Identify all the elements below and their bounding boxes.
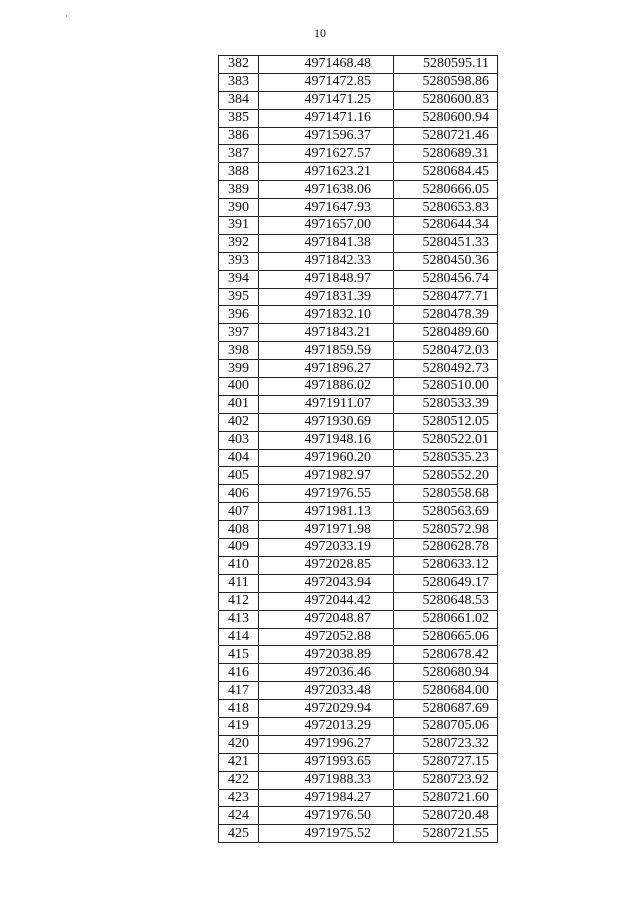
- table-row: [219, 199, 498, 217]
- table-row: [219, 771, 498, 789]
- x-coordinate-cell: 4971638.06: [259, 181, 394, 199]
- y-coordinate-cell: 5280598.86: [394, 73, 498, 91]
- x-coordinate-cell: 4971976.50: [259, 807, 394, 825]
- point-number-cell: 382: [219, 56, 259, 74]
- page-number: 10: [314, 26, 326, 40]
- point-number-cell: 415: [219, 646, 259, 664]
- x-coordinate-cell: 4972033.19: [259, 539, 394, 557]
- table-row: [219, 73, 498, 91]
- x-coordinate-cell: 4971982.97: [259, 467, 394, 485]
- y-coordinate-cell: 5280649.17: [394, 574, 498, 592]
- x-coordinate-cell: 4971948.16: [259, 431, 394, 449]
- point-number-cell: 384: [219, 91, 259, 109]
- point-number-cell: 406: [219, 485, 259, 503]
- x-coordinate-cell: 4971976.55: [259, 485, 394, 503]
- y-coordinate-cell: 5280666.05: [394, 181, 498, 199]
- table-row: [219, 664, 498, 682]
- point-number-cell: 387: [219, 145, 259, 163]
- y-coordinate-cell: 5280522.01: [394, 431, 498, 449]
- y-coordinate-cell: 5280533.39: [394, 395, 498, 413]
- table-row: [219, 467, 498, 485]
- x-coordinate-cell: 4971471.16: [259, 109, 394, 127]
- point-number-cell: 392: [219, 234, 259, 252]
- y-coordinate-cell: 5280600.83: [394, 91, 498, 109]
- y-coordinate-cell: 5280510.00: [394, 378, 498, 396]
- x-coordinate-cell: 4971960.20: [259, 449, 394, 467]
- point-number-cell: 401: [219, 395, 259, 413]
- point-number-cell: 393: [219, 252, 259, 270]
- table-row: [219, 735, 498, 753]
- y-coordinate-cell: 5280558.68: [394, 485, 498, 503]
- table-row: [219, 91, 498, 109]
- x-coordinate-cell: 4971842.33: [259, 252, 394, 270]
- point-number-cell: 388: [219, 163, 259, 181]
- x-coordinate-cell: 4971841.38: [259, 234, 394, 252]
- table-row: [219, 789, 498, 807]
- y-coordinate-cell: 5280492.73: [394, 360, 498, 378]
- table-row: [219, 163, 498, 181]
- y-coordinate-cell: 5280535.23: [394, 449, 498, 467]
- table-row: [219, 360, 498, 378]
- point-number-cell: 407: [219, 503, 259, 521]
- y-coordinate-cell: 5280687.69: [394, 700, 498, 718]
- y-coordinate-cell: 5280572.98: [394, 521, 498, 539]
- point-number-cell: 417: [219, 682, 259, 700]
- point-number-cell: 397: [219, 324, 259, 342]
- table-row: [219, 252, 498, 270]
- table-row: [219, 628, 498, 646]
- point-number-cell: 398: [219, 342, 259, 360]
- y-coordinate-cell: 5280450.36: [394, 252, 498, 270]
- table-row: [219, 378, 498, 396]
- x-coordinate-cell: 4971832.10: [259, 306, 394, 324]
- table-row: [219, 145, 498, 163]
- table-row: [219, 521, 498, 539]
- y-coordinate-cell: 5280684.00: [394, 682, 498, 700]
- x-coordinate-cell: 4971468.48: [259, 56, 394, 74]
- y-coordinate-cell: 5280648.53: [394, 592, 498, 610]
- x-coordinate-cell: 4971981.13: [259, 503, 394, 521]
- x-coordinate-cell: 4971911.07: [259, 395, 394, 413]
- y-coordinate-cell: 5280721.46: [394, 127, 498, 145]
- point-number-cell: 408: [219, 521, 259, 539]
- x-coordinate-cell: 4971471.25: [259, 91, 394, 109]
- point-number-cell: 416: [219, 664, 259, 682]
- point-number-cell: 385: [219, 109, 259, 127]
- point-number-cell: 409: [219, 539, 259, 557]
- y-coordinate-cell: 5280600.94: [394, 109, 498, 127]
- y-coordinate-cell: 5280689.31: [394, 145, 498, 163]
- x-coordinate-cell: 4971627.57: [259, 145, 394, 163]
- table-row: [219, 485, 498, 503]
- table-row: [219, 431, 498, 449]
- point-number-cell: 386: [219, 127, 259, 145]
- y-coordinate-cell: 5280472.03: [394, 342, 498, 360]
- x-coordinate-cell: 4971657.00: [259, 217, 394, 235]
- table-row: [219, 539, 498, 557]
- table-row: [219, 592, 498, 610]
- table-row: [219, 270, 498, 288]
- y-coordinate-cell: 5280723.32: [394, 735, 498, 753]
- point-number-cell: 395: [219, 288, 259, 306]
- x-coordinate-cell: 4971623.21: [259, 163, 394, 181]
- x-coordinate-cell: 4971930.69: [259, 413, 394, 431]
- table-row: [219, 753, 498, 771]
- point-number-cell: 404: [219, 449, 259, 467]
- x-coordinate-cell: 4971984.27: [259, 789, 394, 807]
- table-row: [219, 503, 498, 521]
- point-number-cell: 423: [219, 789, 259, 807]
- point-number-cell: 390: [219, 199, 259, 217]
- table-row: [219, 127, 498, 145]
- x-coordinate-cell: 4971993.65: [259, 753, 394, 771]
- table-row: [219, 413, 498, 431]
- y-coordinate-cell: 5280684.45: [394, 163, 498, 181]
- table-row: [219, 682, 498, 700]
- point-number-cell: 414: [219, 628, 259, 646]
- table-row: [219, 181, 498, 199]
- point-number-cell: 400: [219, 378, 259, 396]
- y-coordinate-cell: 5280563.69: [394, 503, 498, 521]
- y-coordinate-cell: 5280552.20: [394, 467, 498, 485]
- x-coordinate-cell: 4971596.37: [259, 127, 394, 145]
- point-number-cell: 422: [219, 771, 259, 789]
- point-number-cell: 399: [219, 360, 259, 378]
- point-number-cell: 419: [219, 717, 259, 735]
- table-row: [219, 574, 498, 592]
- table-row: [219, 234, 498, 252]
- x-coordinate-cell: 4972048.87: [259, 610, 394, 628]
- y-coordinate-cell: 5280595.11: [394, 56, 498, 74]
- y-coordinate-cell: 5280721.60: [394, 789, 498, 807]
- table-row: [219, 646, 498, 664]
- table-row: [219, 56, 498, 74]
- point-number-cell: 412: [219, 592, 259, 610]
- x-coordinate-cell: 4972038.89: [259, 646, 394, 664]
- x-coordinate-cell: 4971843.21: [259, 324, 394, 342]
- point-number-cell: 411: [219, 574, 259, 592]
- y-coordinate-cell: 5280727.15: [394, 753, 498, 771]
- y-coordinate-cell: 5280720.48: [394, 807, 498, 825]
- x-coordinate-cell: 4972029.94: [259, 700, 394, 718]
- table-row: [219, 610, 498, 628]
- x-coordinate-cell: 4972013.29: [259, 717, 394, 735]
- table-row: [219, 395, 498, 413]
- table-row: [219, 217, 498, 235]
- y-coordinate-cell: 5280633.12: [394, 556, 498, 574]
- table-row: [219, 342, 498, 360]
- x-coordinate-cell: 4971975.52: [259, 825, 394, 843]
- table-row: [219, 807, 498, 825]
- point-number-cell: 383: [219, 73, 259, 91]
- y-coordinate-cell: 5280628.78: [394, 539, 498, 557]
- point-number-cell: 413: [219, 610, 259, 628]
- scan-mark: [66, 15, 67, 17]
- x-coordinate-cell: 4972052.88: [259, 628, 394, 646]
- y-coordinate-cell: 5280512.05: [394, 413, 498, 431]
- y-coordinate-cell: 5280653.83: [394, 199, 498, 217]
- x-coordinate-cell: 4971988.33: [259, 771, 394, 789]
- point-number-cell: 420: [219, 735, 259, 753]
- x-coordinate-cell: 4971472.85: [259, 73, 394, 91]
- table-row: [219, 825, 498, 843]
- table-row: [219, 324, 498, 342]
- y-coordinate-cell: 5280721.55: [394, 825, 498, 843]
- point-number-cell: 421: [219, 753, 259, 771]
- y-coordinate-cell: 5280680.94: [394, 664, 498, 682]
- y-coordinate-cell: 5280477.71: [394, 288, 498, 306]
- point-number-cell: 394: [219, 270, 259, 288]
- y-coordinate-cell: 5280723.92: [394, 771, 498, 789]
- point-number-cell: 391: [219, 217, 259, 235]
- x-coordinate-cell: 4971886.02: [259, 378, 394, 396]
- point-number-cell: 396: [219, 306, 259, 324]
- y-coordinate-cell: 5280678.42: [394, 646, 498, 664]
- y-coordinate-cell: 5280644.34: [394, 217, 498, 235]
- x-coordinate-cell: 4971647.93: [259, 199, 394, 217]
- x-coordinate-cell: 4972033.48: [259, 682, 394, 700]
- y-coordinate-cell: 5280665.06: [394, 628, 498, 646]
- x-coordinate-cell: 4971848.97: [259, 270, 394, 288]
- y-coordinate-cell: 5280456.74: [394, 270, 498, 288]
- x-coordinate-cell: 4972043.94: [259, 574, 394, 592]
- x-coordinate-cell: 4971831.39: [259, 288, 394, 306]
- point-number-cell: 410: [219, 556, 259, 574]
- x-coordinate-cell: 4972036.46: [259, 664, 394, 682]
- x-coordinate-cell: 4971859.59: [259, 342, 394, 360]
- table-row: [219, 306, 498, 324]
- table-row: [219, 109, 498, 127]
- point-number-cell: 402: [219, 413, 259, 431]
- coordinates-table-body: [219, 56, 498, 843]
- x-coordinate-cell: 4972028.85: [259, 556, 394, 574]
- table-row: [219, 717, 498, 735]
- x-coordinate-cell: 4971996.27: [259, 735, 394, 753]
- point-number-cell: 418: [219, 700, 259, 718]
- y-coordinate-cell: 5280451.33: [394, 234, 498, 252]
- point-number-cell: 405: [219, 467, 259, 485]
- table-row: [219, 449, 498, 467]
- x-coordinate-cell: 4972044.42: [259, 592, 394, 610]
- table-row: [219, 288, 498, 306]
- table-row: [219, 556, 498, 574]
- point-number-cell: 425: [219, 825, 259, 843]
- y-coordinate-cell: 5280705.06: [394, 717, 498, 735]
- point-number-cell: 403: [219, 431, 259, 449]
- y-coordinate-cell: 5280661.02: [394, 610, 498, 628]
- point-number-cell: 389: [219, 181, 259, 199]
- point-number-cell: 424: [219, 807, 259, 825]
- x-coordinate-cell: 4971971.98: [259, 521, 394, 539]
- y-coordinate-cell: 5280478.39: [394, 306, 498, 324]
- y-coordinate-cell: 5280489.60: [394, 324, 498, 342]
- coordinates-table: [218, 55, 498, 843]
- x-coordinate-cell: 4971896.27: [259, 360, 394, 378]
- table-row: [219, 700, 498, 718]
